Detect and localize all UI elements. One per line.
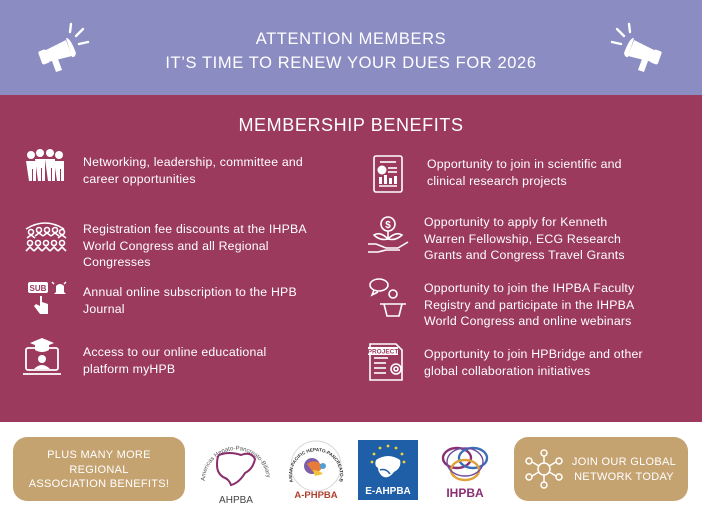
- benefit-line: Opportunity to apply for Kenneth: [424, 215, 608, 229]
- benefit-line: Grants and Congress Travel Grants: [424, 248, 625, 262]
- grant-money-icon: [366, 214, 412, 254]
- benefit-line: Warren Fellowship, ECG Research: [424, 231, 622, 246]
- online-education-icon: [22, 338, 68, 378]
- eahpba-caption: E-AHPBA: [365, 486, 411, 497]
- banner-title: ATTENTION MEMBERS: [255, 30, 447, 48]
- benefit-line: global collaboration initiatives: [424, 363, 591, 378]
- aphpba-logo: [285, 436, 347, 506]
- benefit-line: Opportunity to join HPBridge and other: [424, 347, 643, 361]
- benefit-line: Opportunity to join in scientific and: [427, 157, 622, 171]
- aphpba-caption: A-PHPBA: [294, 490, 338, 501]
- aphpba-arc-text: ASIAN-PACIFIC HEPATO-PANCREATO-B: [287, 447, 345, 483]
- svg-text:$: $: [385, 220, 391, 231]
- pill-line: NETWORK TODAY: [574, 470, 674, 483]
- svg-text:SUB: SUB: [29, 284, 47, 293]
- benefit-line: Opportunity to join the IHPBA Faculty: [424, 281, 635, 295]
- join-network-button[interactable]: [514, 437, 688, 501]
- megaphone-icon: [36, 22, 90, 76]
- ihpba-logo: [430, 440, 500, 504]
- eahpba-logo: [358, 440, 418, 500]
- benefit-line: Registration fee discounts at the IHPBA: [83, 222, 307, 236]
- svg-text:PROJECT: PROJECT: [367, 348, 399, 356]
- benefit-line: clinical research projects: [427, 173, 567, 188]
- benefit-line: career opportunities: [83, 171, 196, 186]
- ahpba-logo: [195, 433, 277, 511]
- benefit-line: Congresses: [83, 255, 151, 269]
- ihpba-caption: IHPBA: [446, 486, 484, 500]
- ahpba-caption: AHPBA: [219, 495, 253, 506]
- benefit-line: World Congress and all Regional: [83, 238, 269, 253]
- section-title: MEMBERSHIP BENEFITS: [238, 115, 464, 135]
- banner-subtitle: IT’S TIME TO RENEW YOUR DUES FOR 2026: [165, 54, 537, 72]
- pill-line: REGIONAL: [69, 463, 129, 476]
- network-icon: [524, 449, 564, 489]
- speaker-podium-icon: [366, 278, 412, 318]
- research-report-icon: [366, 154, 412, 194]
- pill-line: ASSOCIATION BENEFITS!: [28, 478, 170, 490]
- benefit-line: Annual online subscription to the HPB: [83, 285, 297, 299]
- megaphone-icon: [610, 22, 664, 76]
- pill-line: PLUS MANY MORE: [47, 449, 151, 461]
- benefit-line: platform myHPB: [83, 361, 176, 376]
- subscribe-icon: [22, 280, 68, 320]
- benefit-line: Registry and participate in the IHPBA: [424, 297, 635, 312]
- benefit-line: Networking, leadership, committee and: [83, 155, 303, 169]
- audience-icon: [22, 217, 68, 257]
- pill-line: JOIN OUR GLOBAL: [571, 456, 677, 468]
- regional-benefits-badge: [13, 437, 185, 501]
- svg-text:Americas Hepato-Pancreato-Bili: [195, 433, 271, 481]
- benefit-line: Journal: [83, 301, 125, 316]
- team-icon: [22, 148, 68, 188]
- benefit-line: Access to our online educational: [83, 345, 267, 359]
- project-document-icon: [366, 342, 412, 382]
- ahpba-arc-text: Americas Hepato-Pancreato-Biliary: [200, 445, 271, 482]
- benefit-line: World Congress and online webinars: [424, 314, 632, 328]
